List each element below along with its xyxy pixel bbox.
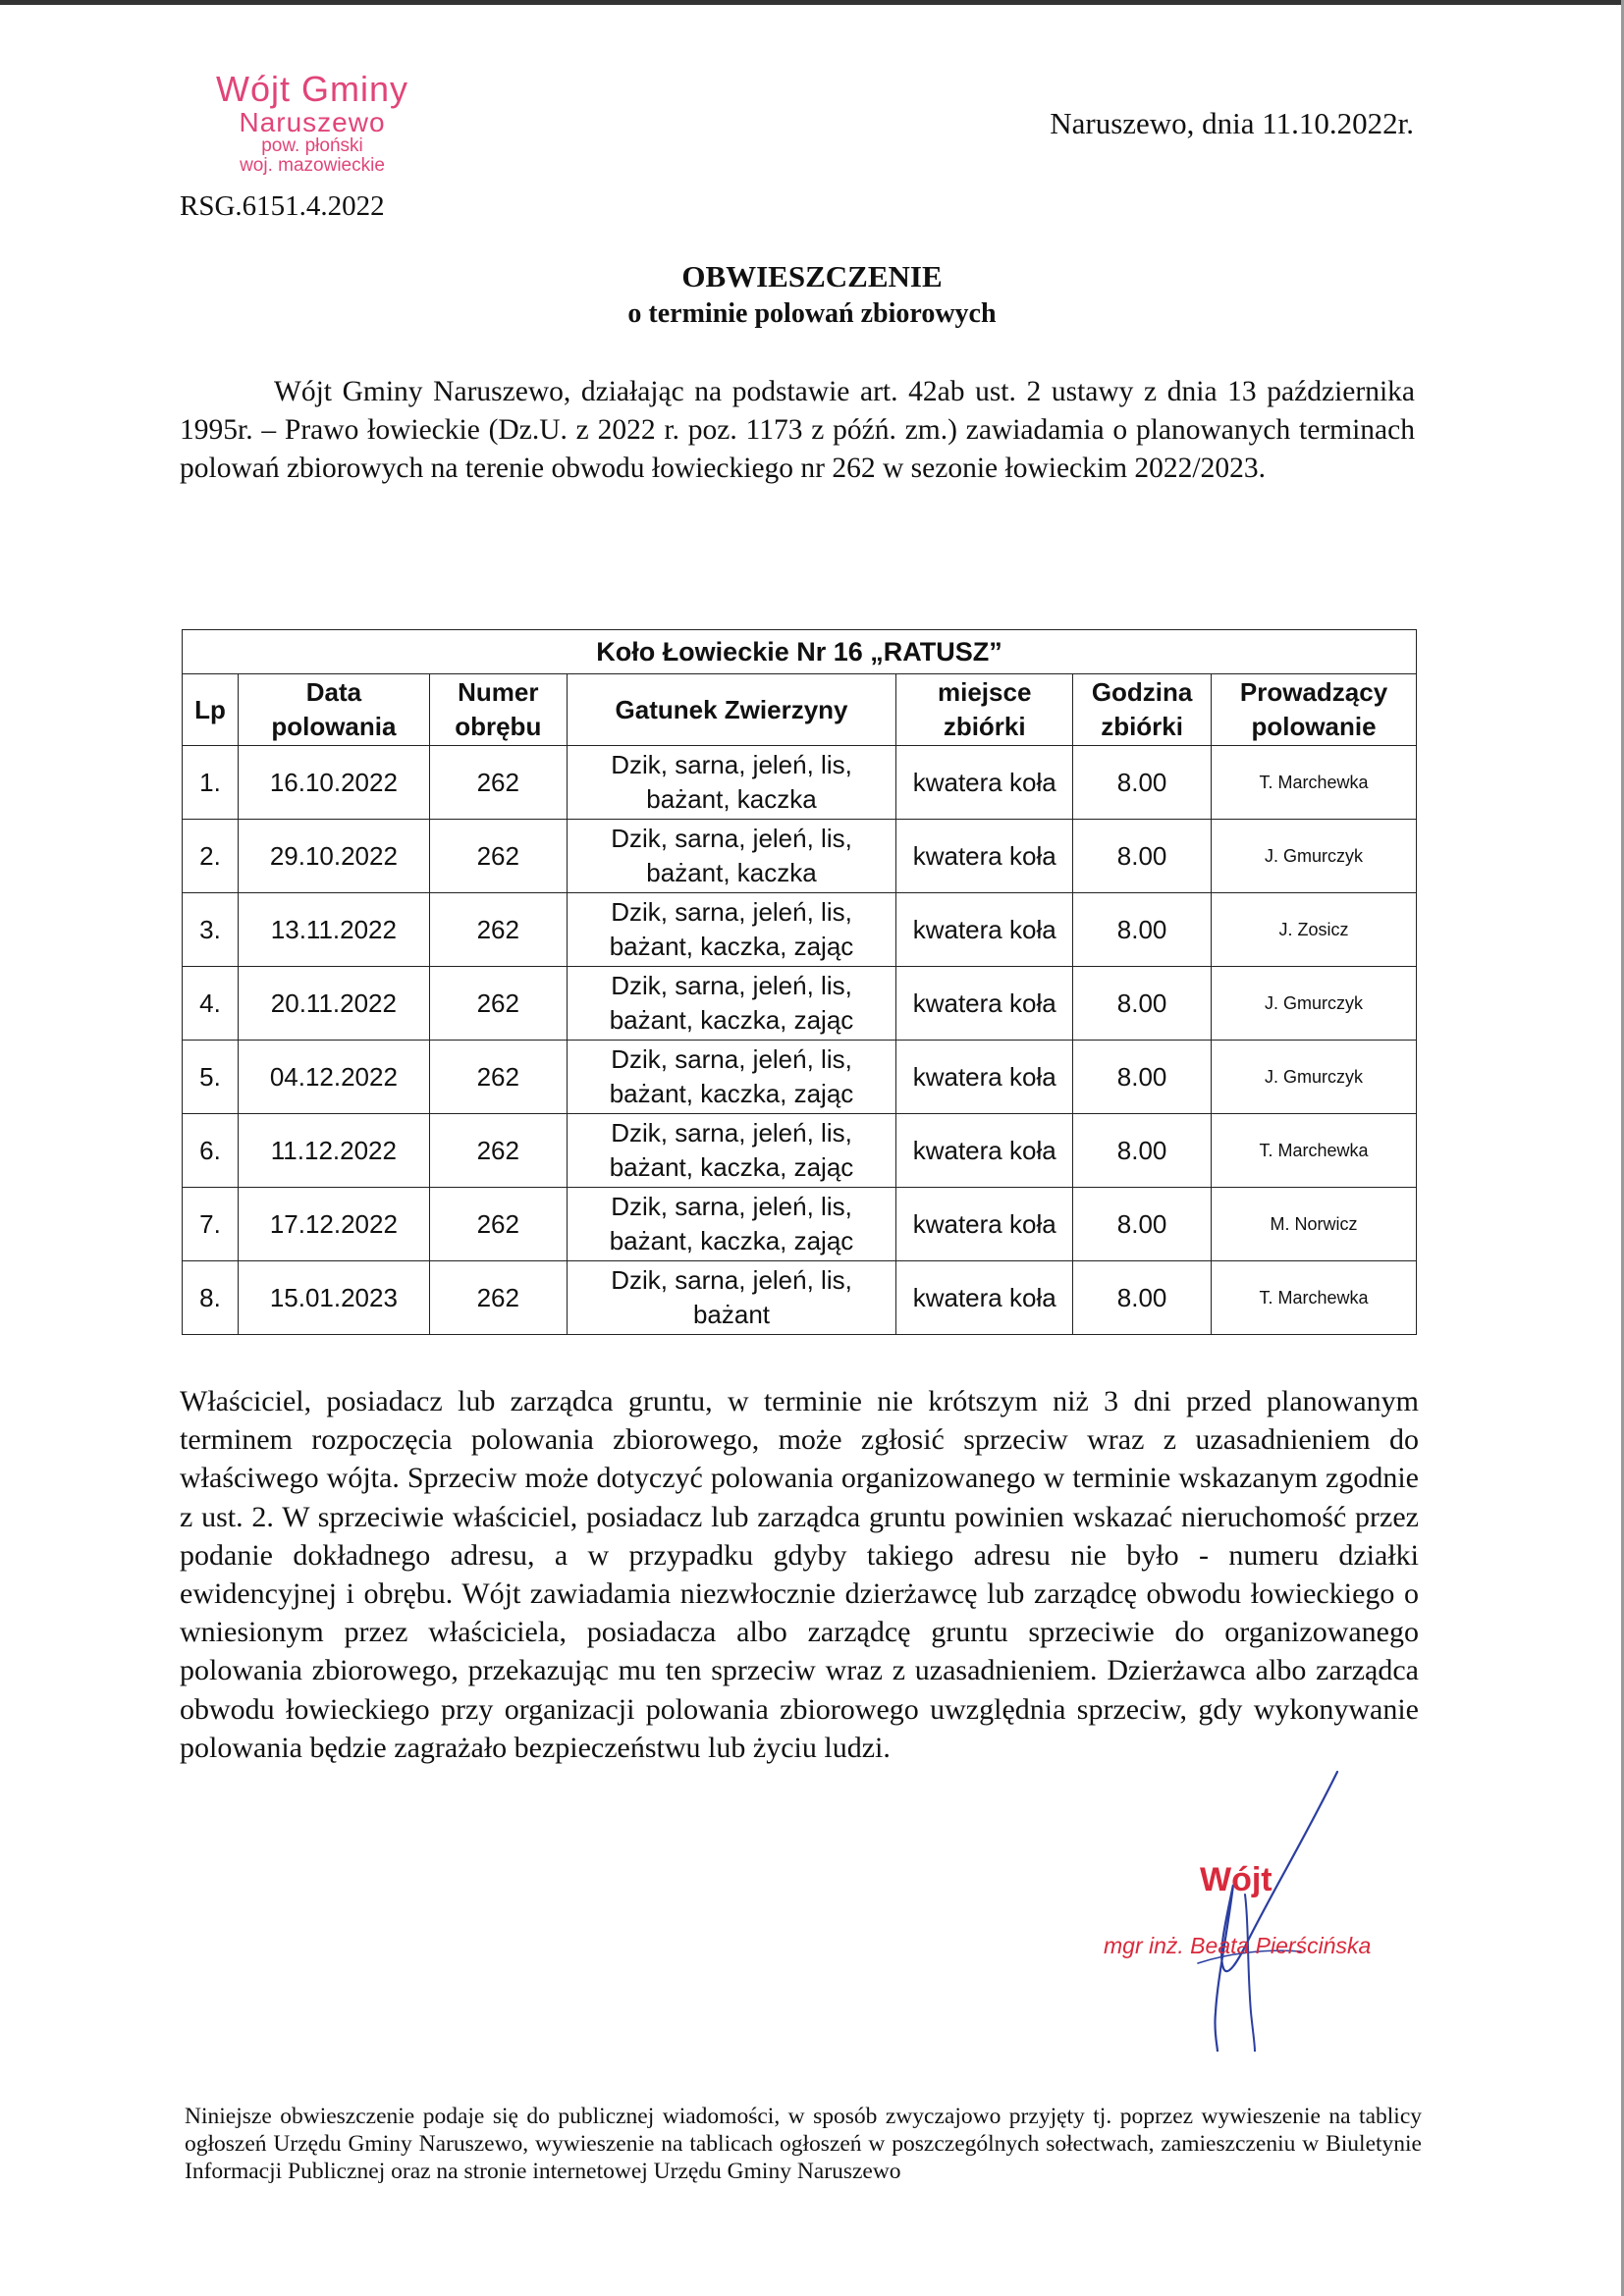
cell-place: kwatera koła: [896, 1261, 1073, 1335]
cell-lp: 5.: [183, 1041, 239, 1114]
publication-note: Niniejsze obwieszczenie podaje się do publicznej wiadomości, w sposób zwyczajowo przyjęty tj. poprzez wywieszenie na tablicy ogłoszeń Urzędu Gminy Naruszewo, wywieszenie na tablicach ogłoszeń w poszczególnych sołectwach, zamieszczeniu w Biuletynie Informacji Publicznej oraz na stronie internetowej Urzędu Gminy Naruszewo: [185, 2104, 1422, 2184]
cell-lp: 7.: [183, 1188, 239, 1261]
cell-time: 8.00: [1073, 1041, 1212, 1114]
col-header-area: Numer obrębu: [429, 674, 567, 746]
cell-area: 262: [429, 1114, 567, 1188]
table-row: [183, 967, 1417, 1041]
cell-time: 8.00: [1073, 1261, 1212, 1335]
cell-leader: J. Zosicz: [1212, 893, 1417, 967]
cell-species: Dzik, sarna, jeleń, lis, bażant, kaczka, zając: [567, 967, 896, 1041]
table-row: [183, 1261, 1417, 1335]
cell-date: 04.12.2022: [238, 1041, 429, 1114]
cell-leader: J. Gmurczyk: [1212, 820, 1417, 893]
reference-number: RSG.6151.4.2022: [180, 190, 385, 222]
office-stamp: [185, 71, 440, 176]
cell-leader: T. Marchewka: [1212, 746, 1417, 820]
cell-place: kwatera koła: [896, 967, 1073, 1041]
cell-place: kwatera koła: [896, 893, 1073, 967]
cell-time: 8.00: [1073, 1114, 1212, 1188]
col-header-date: Data polowania: [238, 674, 429, 746]
table-row: [183, 746, 1417, 820]
handwritten-signature: [1080, 1767, 1414, 2052]
col-header-time: Godzina zbiórki: [1073, 674, 1212, 746]
cell-lp: 4.: [183, 967, 239, 1041]
place-and-date: Naruszewo, dnia 11.10.2022r.: [1050, 106, 1414, 140]
table-row: [183, 893, 1417, 967]
col-header-species: Gatunek Zwierzyny: [567, 674, 896, 746]
table-row: [183, 1188, 1417, 1261]
cell-area: 262: [429, 967, 567, 1041]
table-row: [183, 820, 1417, 893]
cell-place: kwatera koła: [896, 820, 1073, 893]
table-row: [183, 1114, 1417, 1188]
cell-place: kwatera koła: [896, 1188, 1073, 1261]
col-header-leader: Prowadzący polowanie: [1212, 674, 1417, 746]
cell-place: kwatera koła: [896, 746, 1073, 820]
objection-paragraph: Właściciel, posiadacz lub zarządca gruntu, w terminie nie krótszym niż 3 dni przed planowanym terminem rozpoczęcia polowania zbiorowego, może zgłosić sprzeciw wraz z uzasadnieniem do właściwego wójta. Sprzeciw może dotyczyć polowania organizowanego w terminie wskazanym zgodnie z ust. 2. W sprzeciwie właściciel, posiadacz lub zarządca gruntu powinien wskazać nieruchomość przez podanie dokładnego adresu, a w przypadku gdyby takiego adresu nie było - numeru działki ewidencyjnej i obrębu. Wójt zawiadamia niezwłocznie dzierżawcę lub zarządcę obwodu łowieckiego o wniesionym przez właściciela, posiadacza albo zarządcę gruntu sprzeciwie do organizowanego polowania zbiorowego, przekazując mu ten sprzeciw wraz z uzasadnieniem. Dzierżawca albo zarządca obwodu łowieckiego przy organizacji polowania zbiorowego uwzględnia sprzeciw, gdy wykonywanie polowania będzie zagrażało bezpieczeństwu lub życiu ludzi.: [180, 1385, 1419, 1764]
cell-area: 262: [429, 1041, 567, 1114]
club-header-row: [183, 630, 1417, 674]
cell-area: 262: [429, 746, 567, 820]
cell-time: 8.00: [1073, 893, 1212, 967]
cell-date: 13.11.2022: [238, 893, 429, 967]
cell-date: 17.12.2022: [238, 1188, 429, 1261]
stamp-line-1: Wójt Gminy: [215, 69, 408, 109]
cell-lp: 2.: [183, 820, 239, 893]
cell-lp: 1.: [183, 746, 239, 820]
cell-date: 29.10.2022: [238, 820, 429, 893]
cell-leader: T. Marchewka: [1212, 1261, 1417, 1335]
cell-area: 262: [429, 893, 567, 967]
cell-leader: J. Gmurczyk: [1212, 1041, 1417, 1114]
stamp-line-2: Naruszewo: [239, 106, 386, 137]
signatory-title: Wójt: [1200, 1861, 1272, 1898]
cell-date: 16.10.2022: [238, 746, 429, 820]
cell-lp: 3.: [183, 893, 239, 967]
cell-place: kwatera koła: [896, 1114, 1073, 1188]
signatory-name: mgr inż. Beata Pierścińska: [1104, 1933, 1372, 1958]
cell-lp: 6.: [183, 1114, 239, 1188]
cell-time: 8.00: [1073, 820, 1212, 893]
stamp-line-3: pow. płoński: [261, 135, 363, 157]
cell-species: Dzik, sarna, jeleń, lis, bażant, kaczka, zając: [567, 1114, 896, 1188]
col-header-place: miejsce zbiórki: [896, 674, 1073, 746]
cell-species: Dzik, sarna, jeleń, lis, bażant: [567, 1261, 896, 1335]
cell-leader: M. Norwicz: [1212, 1188, 1417, 1261]
cell-species: Dzik, sarna, jeleń, lis, bażant, kaczka: [567, 746, 896, 820]
intro-paragraph: Wójt Gminy Naruszewo, działając na podstawie art. 42ab ust. 2 ustawy z dnia 13 października 1995r. – Prawo łowieckie (Dz.U. z 2022 r. poz. 1173 z późń. zm.) zawiadamia o planowanych terminach polowań zbiorowych na terenie obwodu łowieckiego nr 262 w sezonie łowieckim 2022/2023.: [180, 376, 1415, 484]
document-title: OBWIESZCZENIE: [681, 259, 943, 294]
cell-leader: J. Gmurczyk: [1212, 967, 1417, 1041]
cell-time: 8.00: [1073, 967, 1212, 1041]
cell-species: Dzik, sarna, jeleń, lis, bażant, kaczka: [567, 820, 896, 893]
cell-date: 11.12.2022: [238, 1114, 429, 1188]
club-name: Koło Łowieckie Nr 16 „RATUSZ”: [183, 630, 1417, 674]
cell-area: 262: [429, 820, 567, 893]
cell-area: 262: [429, 1188, 567, 1261]
hunt-schedule-table: [182, 629, 1417, 1335]
cell-species: Dzik, sarna, jeleń, lis, bażant, kaczka, zając: [567, 1041, 896, 1114]
cell-area: 262: [429, 1261, 567, 1335]
table-row: [183, 1041, 1417, 1114]
document-subtitle: o terminie polowań zbiorowych: [627, 298, 997, 329]
cell-lp: 8.: [183, 1261, 239, 1335]
cell-species: Dzik, sarna, jeleń, lis, bażant, kaczka, zając: [567, 1188, 896, 1261]
cell-date: 20.11.2022: [238, 967, 429, 1041]
column-header-row: [183, 674, 1417, 746]
cell-place: kwatera koła: [896, 1041, 1073, 1114]
cell-time: 8.00: [1073, 746, 1212, 820]
cell-species: Dzik, sarna, jeleń, lis, bażant, kaczka, zając: [567, 893, 896, 967]
col-header-lp: Lp: [183, 674, 239, 746]
cell-time: 8.00: [1073, 1188, 1212, 1261]
stamp-line-4: woj. mazowieckie: [240, 155, 385, 177]
cell-leader: T. Marchewka: [1212, 1114, 1417, 1188]
scan-top-edge: [0, 0, 1624, 5]
cell-date: 15.01.2023: [238, 1261, 429, 1335]
